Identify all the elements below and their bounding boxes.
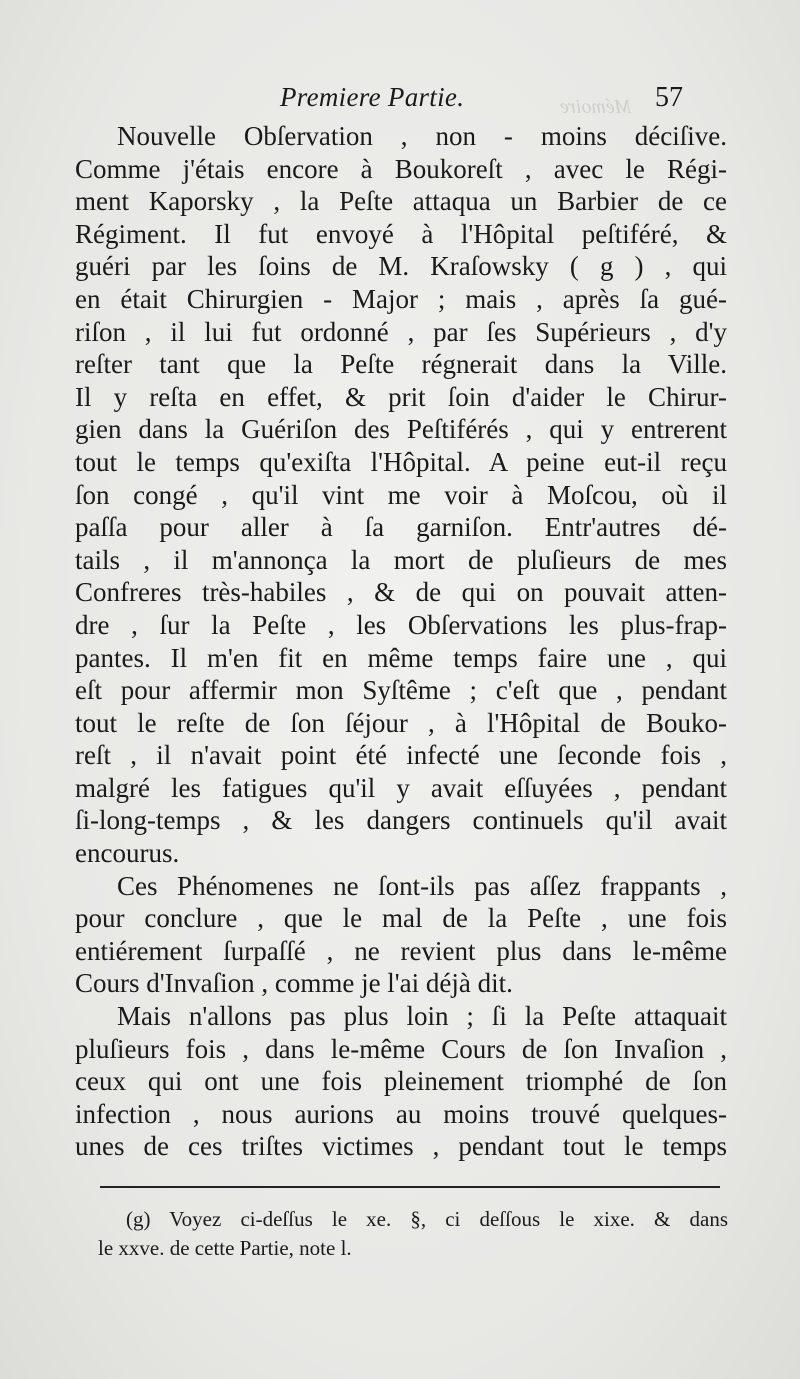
main-text xyxy=(75,120,727,1163)
text-line: Ces Phénomenes ne ſont-ils pas aſſez frappants , xyxy=(117,870,727,901)
text-line: Il y reſta en effet, & prit ſoin d'aider le Chirur- xyxy=(75,381,727,412)
text-line: ſi-long-temps , & les dangers continuels qu'il avait xyxy=(75,805,727,836)
footnote-divider xyxy=(100,1186,720,1188)
text-line: reſter tant que la Peſte régnerait dans la Ville. xyxy=(75,349,727,380)
running-title: Premiere Partie. xyxy=(280,82,465,112)
text-line: infection , nous aurions au moins trouvé quelques- xyxy=(75,1098,727,1129)
text-line: tout le temps qu'exiſta l'Hôpital. A peine eut-il reçu xyxy=(75,446,727,477)
text-line: dre , ſur la Peſte , les Obſervations les plus-frap- xyxy=(75,609,727,640)
footnote-line: le xxve. de cette Partie, note l. xyxy=(98,1236,352,1260)
text-line: reſt , il n'avait point été infecté une ſeconde fois , xyxy=(75,740,727,771)
text-line: ſon congé , qu'il vint me voir à Moſcou, où il xyxy=(75,479,727,510)
text-line: riſon , il lui fut ordonné , par ſes Supérieurs , d'y xyxy=(75,316,727,347)
text-line: Nouvelle Obſervation , non - moins déciſive. xyxy=(117,121,727,151)
text-line: en était Chirurgien - Major ; mais , après ſa gué- xyxy=(75,283,727,314)
bleed-through-text: Mémoire xyxy=(560,96,632,118)
text-line: Cours d'Invaſion , comme je l'ai déjà dit. xyxy=(75,968,513,999)
page-number: 57 xyxy=(655,82,683,113)
text-line: pantes. Il m'en fit en même temps faire une , qui xyxy=(75,642,727,673)
page-header xyxy=(0,82,800,122)
text-line: ment Kaporsky , la Peſte attaqua un Barbier de ce xyxy=(75,186,727,217)
text-line: pluſieurs fois , dans le-même Cours de ſon Invaſion , xyxy=(75,1033,727,1064)
text-line: encourus. xyxy=(75,838,180,869)
text-line: Confreres très-habiles , & de qui on pouvait atten- xyxy=(75,577,727,608)
text-line: guéri par les ſoins de M. Kraſowsky ( g ) , qui xyxy=(75,251,727,282)
text-line: pour conclure , que le mal de la Peſte , une fois xyxy=(75,903,727,934)
text-line: Comme j'étais encore à Boukoreſt , avec le Régi- xyxy=(75,153,727,184)
text-line: malgré les fatigues qu'il y avait eſſuyées , pendant xyxy=(75,772,727,803)
text-line: Mais n'allons pas plus loin ; ſi la Peſte attaquait xyxy=(117,1001,727,1032)
text-line: tout le reſte de ſon ſéjour , à l'Hôpital de Bouko- xyxy=(75,707,727,738)
footnotes xyxy=(98,1205,728,1263)
text-line: paſſa pour aller à ſa garniſon. Entr'autres dé- xyxy=(75,512,727,543)
text-line: ceux qui ont une fois pleinement triomphé de ſon xyxy=(75,1066,727,1097)
footnote-line: (g) Voyez ci-deſſus le xe. §, ci deſſous le xixe. & dans xyxy=(126,1207,728,1231)
text-line: eſt pour affermir mon Syſtême ; c'eſt que , pendant xyxy=(75,675,727,706)
text-line: Régiment. Il fut envoyé à l'Hôpital peſtiféré, & xyxy=(75,218,727,249)
text-line: gien dans la Guériſon des Peſtiférés , qui y entrerent xyxy=(75,414,727,445)
text-line: entiérement ſurpaſſé , ne revient plus dans le-même xyxy=(75,935,727,966)
text-line: unes de ces triſtes victimes , pendant tout le temps xyxy=(75,1131,727,1162)
text-line: tails , il m'annonça la mort de pluſieurs de mes xyxy=(75,544,727,575)
